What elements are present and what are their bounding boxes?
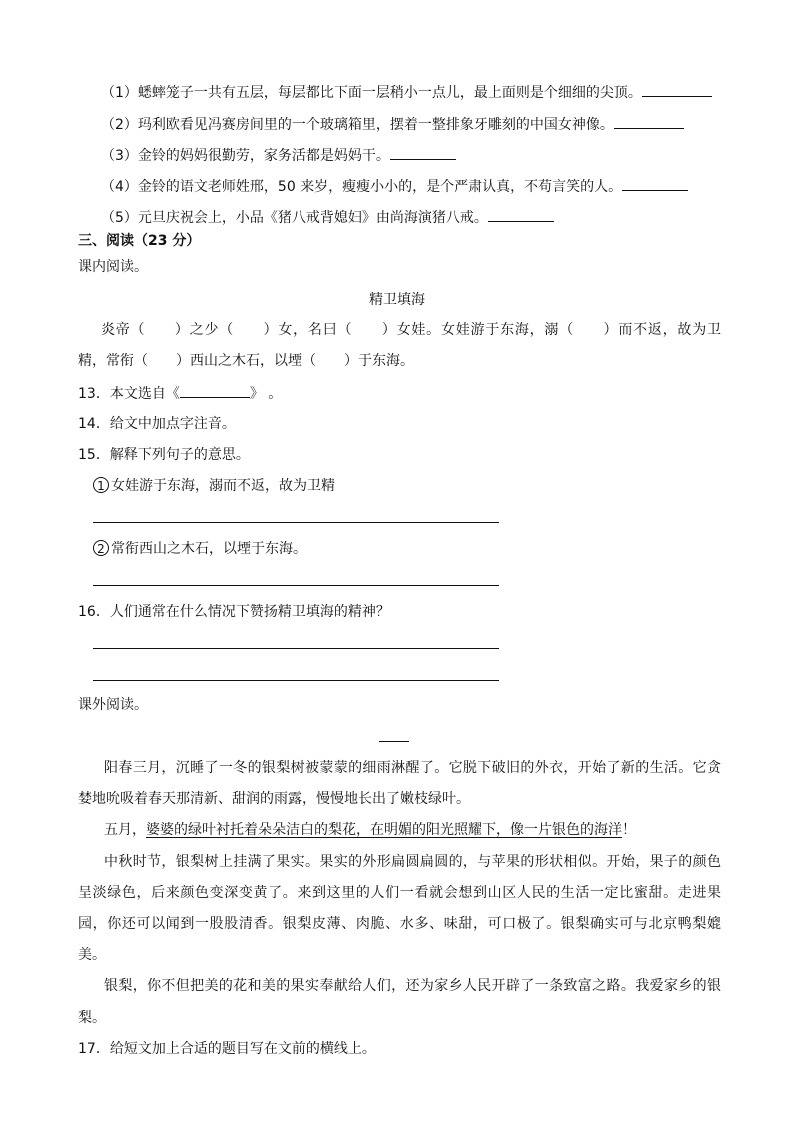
passage-line: 炎帝（ ）之少（ ）女，名曰（ ）女娃。女娃游于东海，溺（ ）而不返，故为卫: [101, 322, 721, 338]
paragraph-text: ！: [622, 822, 636, 838]
question-item: [101, 207, 554, 228]
question-text: 》 。: [249, 386, 283, 402]
answer-blank[interactable]: [180, 383, 250, 398]
paragraph-line: 阳春三月，沉睡了一冬的银梨树被蒙蒙的细雨淋醒了。它脱下破旧的外衣，开始了新的生活。它贪: [104, 760, 721, 776]
paragraph-line: 银梨，你不但把美的花和美的果实奉献给人们，还为家乡人民开辟了一条致富之路。我爱家乡的银: [104, 978, 721, 994]
sub-question-text: 常衔西山之木石，以堙于东海。: [111, 541, 307, 557]
question-13: [78, 383, 282, 404]
paragraph-line: 呈淡绿色，后来颜色变深变黄了。来到这里的人们一看就会想到山区人民的生活一定比蜜甜。走进果: [78, 885, 721, 901]
answer-blank[interactable]: [642, 82, 712, 97]
question-text: （3）金铃的妈妈很勤劳，家务活都是妈妈干。: [101, 148, 390, 164]
answer-blank[interactable]: [622, 176, 688, 191]
answer-line[interactable]: [93, 522, 499, 523]
circled-number: 1: [93, 477, 109, 493]
passage-title: 精卫填海: [369, 292, 425, 308]
answer-blank[interactable]: [488, 207, 554, 222]
answer-line[interactable]: [93, 648, 499, 649]
paragraph-line: [104, 820, 636, 840]
title-blank-line[interactable]: [379, 741, 409, 742]
paragraph-line: 婪地吮吸着春天那清新、甜润的雨露，慢慢地长出了嫩枝绿叶。: [78, 791, 470, 807]
question-text: （2）玛利欧看见冯赛房间里的一个玻璃箱里，摆着一整排象牙雕刻的中国女神像。: [101, 117, 614, 133]
out-class-reading-label: 课外阅读。: [78, 697, 148, 713]
sub-question-text: 女娃游于东海，溺而不返，故为卫精: [111, 478, 335, 494]
question-text: （5）元旦庆祝会上，小品《猪八戒背媳妇》由尚海演猪八戒。: [101, 210, 488, 226]
question-16: 16．人们通常在什么情况下赞扬精卫填海的精神？: [78, 604, 390, 620]
question-item: [101, 145, 456, 166]
question-17: 17．给短文加上合适的题目写在文前的横线上。: [78, 1041, 376, 1057]
paragraph-line: 园，你还可以闻到一股股清香。银梨皮薄、肉脆、水多、味甜，可口极了。银梨确实可与北京鸭梨媲: [78, 916, 721, 932]
answer-blank[interactable]: [614, 114, 684, 129]
question-text: 13．本文选自《: [78, 386, 180, 402]
question-item: [101, 82, 712, 103]
question-item: [101, 176, 688, 197]
passage-line: 精，常衔（ ）西山之木石，以堙（ ）于东海。: [78, 353, 414, 369]
in-class-reading-label: 课内阅读。: [78, 259, 148, 275]
section-heading: 三、阅读（23 分）: [78, 233, 201, 249]
paragraph-line: 梨。: [78, 1010, 106, 1026]
paragraph-text: 五月，: [104, 822, 146, 838]
sub-question: [93, 539, 307, 559]
paragraph-line: 中秋时节，银梨树上挂满了果实。果实的外形扁圆扁圆的，与苹果的形状相似。开始，果子的颜色: [104, 854, 721, 870]
answer-blank[interactable]: [390, 145, 456, 160]
question-14: 14．给文中加点字注音。: [78, 416, 236, 432]
question-text: （1）蟋蟀笼子一共有五层，每层都比下面一层稍小一点儿，最上面则是个细细的尖顶。: [101, 85, 642, 101]
question-text: （4）金铃的语文老师姓邢，50 来岁，瘦瘦小小的，是个严肃认真，不苟言笑的人。: [101, 179, 623, 195]
answer-line[interactable]: [93, 680, 499, 681]
circled-number: 2: [93, 540, 109, 556]
question-item: [101, 114, 684, 135]
answer-line[interactable]: [93, 585, 499, 586]
paragraph-line: 美。: [78, 947, 106, 963]
sub-question: [93, 476, 335, 496]
underlined-sentence: 婆婆的绿叶衬托着朵朵洁白的梨花，在明媚的阳光照耀下，像一片银色的海洋: [146, 822, 622, 838]
question-15: 15．解释下列句子的意思。: [78, 447, 250, 463]
